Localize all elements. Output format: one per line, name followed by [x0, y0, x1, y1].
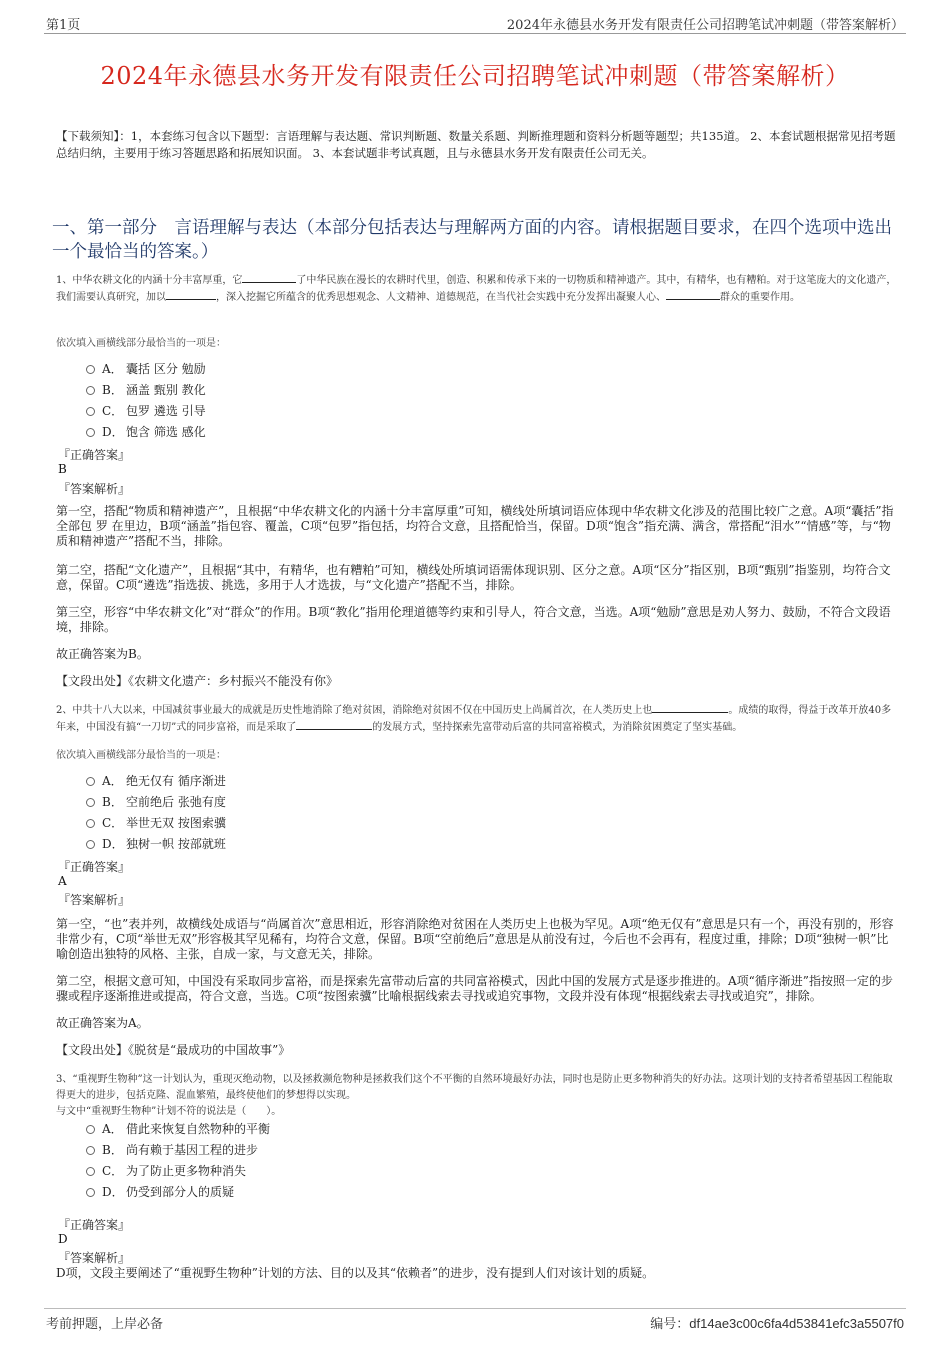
question-3-prompt: 与文中“重视野生物种”计划不符的说法是（ ）。 [56, 1106, 282, 1117]
option-letter: B． [102, 383, 123, 397]
q1-options [86, 358, 206, 442]
q2-option-b[interactable] [86, 791, 226, 812]
q1-option-a[interactable] [86, 358, 206, 379]
q3-correct-label: 『正确答案』 [58, 1218, 131, 1232]
download-notice: 【下载须知】：1，本套练习包含以下题型：言语理解与表达题、常识判断题、数量关系题、判断推理题和资料分析题等题型；共135道。 2、本套试题根据常见招考题总结归纳，主要用于练习答题思路和拓展知识面。 3、本套试题非考试真题，且与永德县水务开发有限责任公司无关。 [56, 129, 896, 160]
q2-blank-2 [296, 719, 372, 730]
option-letter: B． [102, 795, 123, 809]
radio-icon[interactable] [86, 407, 95, 416]
q3-analysis-label: 『答案解析』 [58, 1251, 131, 1265]
q1-blank-1 [242, 272, 296, 283]
q1-conclusion: 故正确答案为B。 [56, 647, 149, 661]
q1-analysis-3: 第三空，形容“中华农耕文化”对“群众”的作用。B项“教化”指用伦理道德等约束和引导人，符合文意，当选。A项“勉励”意思是劝人努力、鼓励，不符合文段语境，排除。 [56, 605, 891, 634]
q1-blank-2 [166, 289, 216, 300]
question-2-stem [56, 702, 901, 736]
q1-stem-part: 群众的重要作用。 [720, 292, 800, 303]
q2-stem-part: 2、中共十八大以来，中国减贫事业最大的成就是历史性地消除了绝对贫困，消除绝对贫困不仅在中国历史上尚属首次，在人类历史上也 [56, 705, 653, 716]
radio-icon[interactable] [86, 1146, 95, 1155]
option-text: 绝无仅有 循序渐进 [126, 774, 226, 788]
q1-source: 【文段出处】《农耕文化遗产：乡村振兴不能没有你》 [56, 674, 339, 688]
radio-icon[interactable] [86, 365, 95, 374]
option-letter: D． [102, 837, 124, 851]
footer-divider [44, 1308, 906, 1309]
footer-slogan: 考前押题，上岸必备 [46, 1317, 164, 1332]
option-text: 包罗 遴选 引导 [126, 404, 206, 418]
q2-option-c[interactable] [86, 812, 226, 833]
radio-icon[interactable] [86, 1167, 95, 1176]
q2-correct-label: 『正确答案』 [58, 860, 131, 874]
q2-answer: A [58, 874, 67, 888]
q2-option-a[interactable] [86, 770, 226, 791]
q1-analysis-1: 第一空，搭配“物质和精神遗产”，且根据“中华农耕文化的内涵十分丰富厚重”可知，横线处所填词语应体现中华农耕文化涉及的范围比较广之意。A项“囊括”指全部包 罗 在里边，B项“涵盖”指包容、覆盖，C项“包罗”指包括，均符合文意，且搭配恰当，保留。D项“饱含”指充满、满含，常搭配“泪水”“情感”等，与“物质和精神遗产”搭配不当，排除。 [56, 504, 894, 548]
page-title: 2024年永德县水务开发有限责任公司招聘笔试冲刺题（带答案解析） [100, 62, 850, 91]
header-divider [44, 33, 906, 34]
q1-stem-part: ，深入挖掘它所蕴含的优秀思想观念、人文精神、道德规范，在当代社会实践中充分发挥出凝聚人心、 [216, 292, 666, 303]
option-text: 为了防止更多物种消失 [126, 1164, 247, 1178]
q1-option-c[interactable] [86, 400, 206, 421]
q3-option-b[interactable] [86, 1139, 270, 1160]
option-text: 涵盖 甄别 教化 [126, 383, 206, 397]
q2-source: 【文段出处】《脱贫是“最成功的中国故事”》 [56, 1043, 291, 1057]
q2-fill-prompt: 依次填入画横线部分最恰当的一项是： [56, 750, 226, 761]
q2-conclusion: 故正确答案为A。 [56, 1016, 149, 1030]
q1-correct-label: 『正确答案』 [58, 448, 131, 462]
q3-options [86, 1118, 270, 1202]
q3-answer: D [58, 1232, 68, 1246]
radio-icon[interactable] [86, 777, 95, 786]
q1-analysis-2: 第二空，搭配“文化遗产”，且根据“其中，有精华，也有糟粕”可知，横线处所填词语需体现识别、区分之意。A项“区分”指区别，B项“甄别”指鉴别，均符合文意，保留。C项“遴选”指选拔、挑选，多用于人才选拔，与“文化遗产”搭配不当，排除。 [56, 563, 891, 592]
q1-stem-part: 了中华民族在漫长的农耕时代里，创造、积累和传承下来的一切物质和精神遗产。其中，有精华，也有糟粕。对于这笔庞大的文化遗产，我们需要认真研究，加以 [56, 275, 897, 303]
option-text: 举世无双 按图索骥 [126, 816, 226, 830]
option-text: 独树一帜 按部就班 [126, 837, 226, 851]
radio-icon[interactable] [86, 428, 95, 437]
question-3-stem: 3、“重视野生物种”这一计划认为，重现灭绝动物，以及拯救濒危物种是拯救我们这个不平衡的自然环境最好办法，同时也是防止更多物种消失的好办法。这项计划的支持者希望基因工程能取得更大的进步，包括克隆、混血繁殖，最终使他们的梦想得以实现。 [56, 1074, 893, 1101]
option-letter: C． [102, 816, 124, 830]
q2-analysis-1: 第一空，“也”表并列，故横线处成语与“尚属首次”意思相近，形容消除绝对贫困在人类历史上也极为罕见。A项“绝无仅有”意思是只有一个，再没有别的，形容非常少有，C项“举世无双”形容极其罕见稀有，均符合文意，保留。B项“空前绝后”意思是从前没有过，今后也不会再有，程度过重，排除；D项“独树一帜”比喻创造出独特的风格、主张，自成一家，与文意无关，排除。 [56, 917, 894, 961]
q3-analysis-1: D项，文段主要阐述了“重视野生物种”计划的方法、目的以及其“依赖者”的进步，没有提到人们对该计划的质疑。 [56, 1266, 655, 1280]
q2-options [86, 770, 226, 854]
option-text: 尚有赖于基因工程的进步 [126, 1143, 259, 1157]
option-letter: B． [102, 1143, 123, 1157]
q1-stem-part: 1、中华农耕文化的内涵十分丰富厚重，它 [56, 275, 243, 286]
q3-option-d[interactable] [86, 1181, 270, 1202]
option-letter: A． [102, 1122, 123, 1136]
radio-icon[interactable] [86, 386, 95, 395]
option-text: 饱含 筛选 感化 [126, 425, 206, 439]
option-letter: A． [102, 774, 123, 788]
q3-option-c[interactable] [86, 1160, 270, 1181]
radio-icon[interactable] [86, 819, 95, 828]
option-letter: A． [102, 362, 123, 376]
radio-icon[interactable] [86, 840, 95, 849]
radio-icon[interactable] [86, 798, 95, 807]
option-text: 仍受到部分人的质疑 [126, 1185, 235, 1199]
footer-doc-id: 编号：df14ae3c00c6fa4d53841efc3a5507f0 [650, 1316, 904, 1331]
header-page-label: 第1页 [46, 18, 81, 33]
q2-stem-part: 。成绩的取得，得益于改革开放40多年来，中国没有搞“一刀切”式的同步富裕，而是采取了 [56, 705, 892, 733]
q1-blank-3 [666, 289, 720, 300]
option-text: 囊括 区分 勉励 [126, 362, 206, 376]
option-text: 空前绝后 张弛有度 [126, 795, 226, 809]
q2-blank-1 [652, 702, 728, 713]
q1-answer: B [58, 462, 67, 476]
q1-analysis-label: 『答案解析』 [58, 482, 131, 496]
q2-analysis-2: 第二空，根据文意可知，中国没有采取同步富裕，而是探索先富带动后富的共同富裕模式，因此中国的发展方式是逐步推进的。A项“循序渐进”指按照一定的步骤或程序逐渐推进或提高，符合文意，当选。C项“按图索骥”比喻根据线索去寻找或追究事物，文段并没有体现“根据线索去寻找或追究”，排除。 [56, 974, 893, 1003]
q1-option-d[interactable] [86, 421, 206, 442]
option-letter: C． [102, 1164, 124, 1178]
radio-icon[interactable] [86, 1125, 95, 1134]
radio-icon[interactable] [86, 1188, 95, 1197]
section-heading: 一、第一部分 言语理解与表达（本部分包括表达与理解两方面的内容。请根据题目要求，在四个选项中选出一个最恰当的答案。） [52, 218, 892, 262]
q2-option-d[interactable] [86, 833, 226, 854]
option-letter: D． [102, 1185, 124, 1199]
question-1-stem [56, 272, 901, 306]
q2-stem-part: 的发展方式，坚持探索先富带动后富的共同富裕模式，为消除贫困奠定了坚实基础。 [372, 722, 743, 733]
q3-option-a[interactable] [86, 1118, 270, 1139]
option-text: 借此来恢复自然物种的平衡 [126, 1122, 271, 1136]
q1-fill-prompt: 依次填入画横线部分最恰当的一项是： [56, 338, 226, 349]
q1-option-b[interactable] [86, 379, 206, 400]
option-letter: D． [102, 425, 124, 439]
option-letter: C． [102, 404, 124, 418]
header-doc-title: 2024年永德县水务开发有限责任公司招聘笔试冲刺题（带答案解析） [506, 18, 904, 33]
q2-analysis-label: 『答案解析』 [58, 893, 131, 907]
